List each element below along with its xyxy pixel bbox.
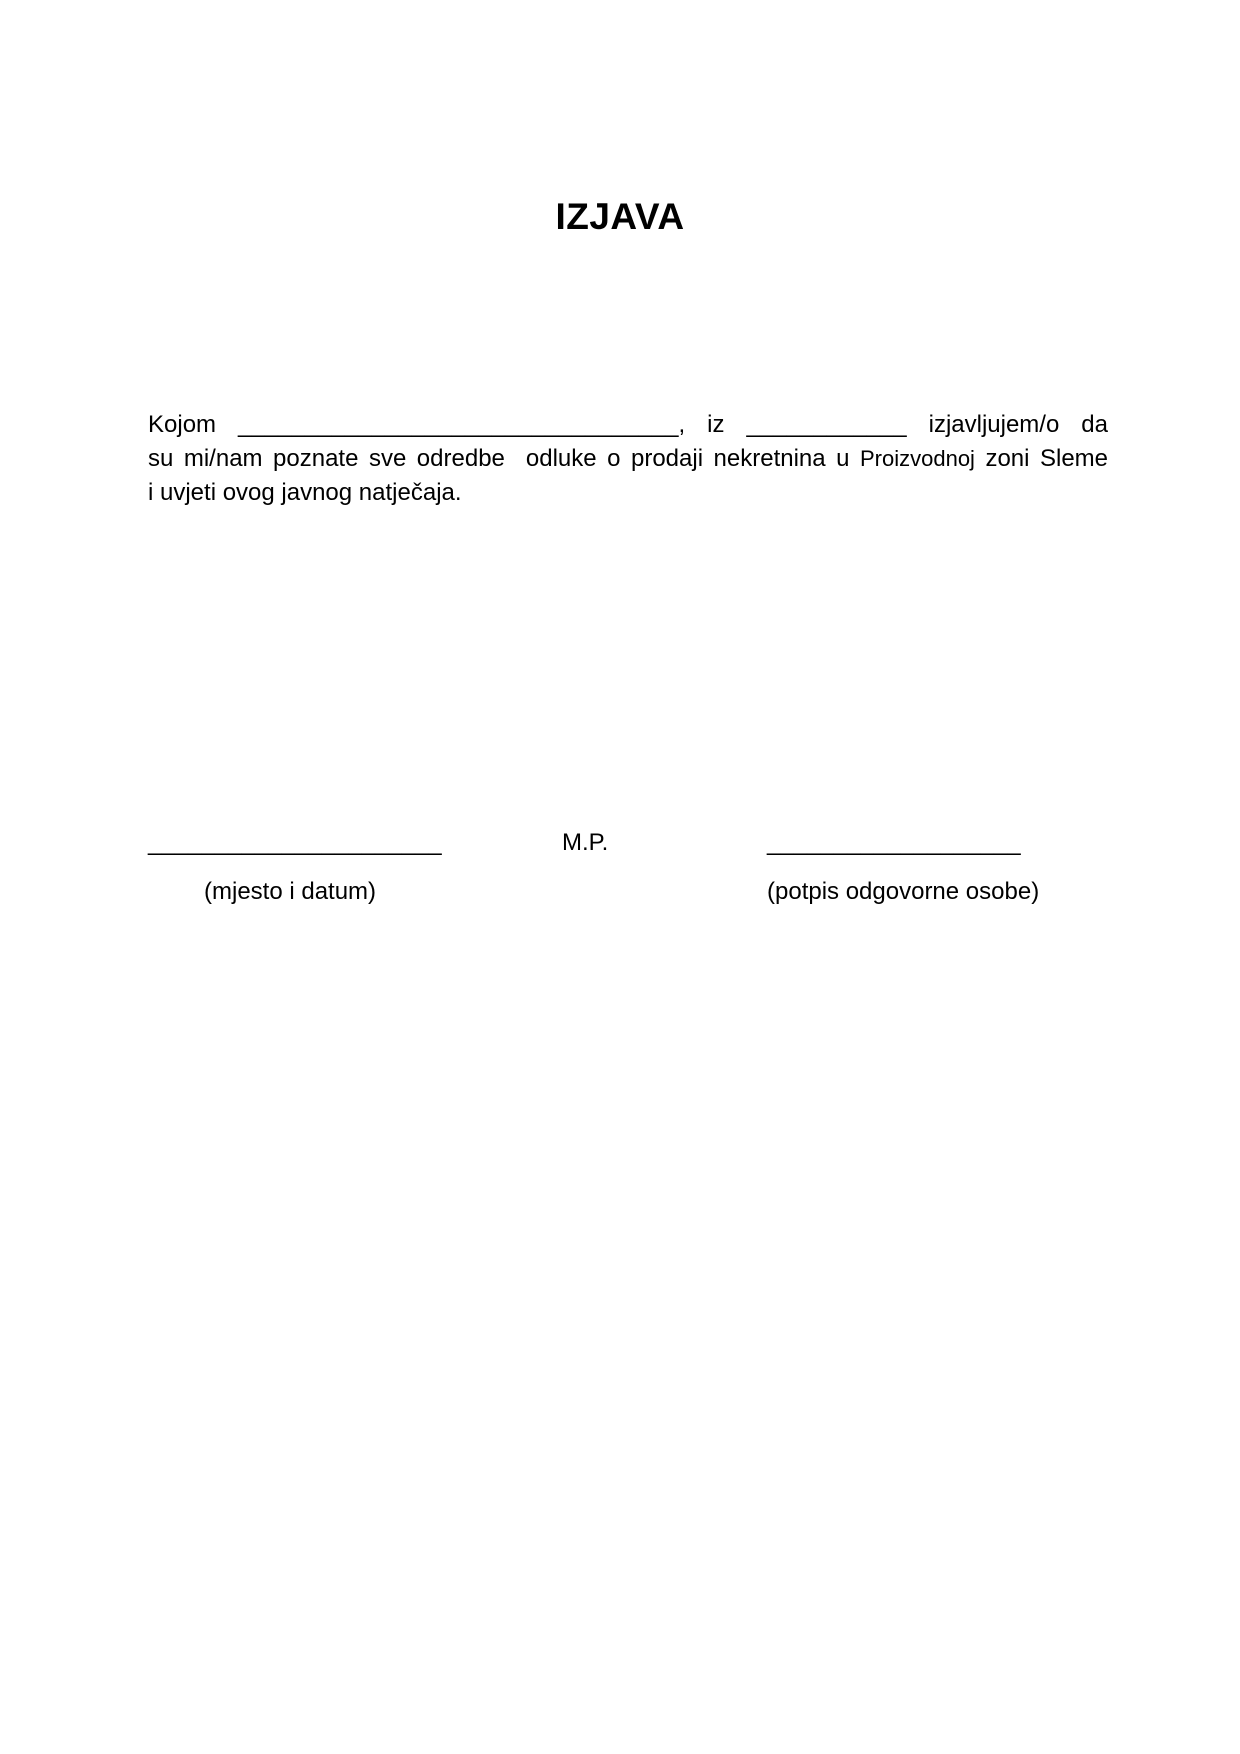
stamp-label: M.P. bbox=[562, 829, 609, 856]
statement-line-2-text-b: Proizvodnoj bbox=[859, 446, 975, 471]
place-date-line: ______________________ bbox=[148, 829, 442, 856]
place-date-caption: (mjesto i datum) bbox=[204, 878, 377, 905]
signature-line: ___________________ bbox=[767, 829, 1021, 856]
statement-line-2-text-a: su mi/nam poznate sve odredbe odluke o prodaji nekretnina u bbox=[148, 445, 860, 472]
document-title: IZJAVA bbox=[555, 196, 685, 237]
statement-line-1: Kojom _________________________________, iz ____________ izjavljujem/o da bbox=[148, 411, 1108, 438]
statement-paragraph bbox=[148, 408, 1108, 510]
statement-line-3: i uvjeti ovog javnog natječaja. bbox=[148, 479, 462, 506]
statement-line-2-text-c: zoni Sleme bbox=[974, 445, 1109, 472]
signature-caption: (potpis odgovorne osobe) bbox=[767, 878, 1040, 905]
statement-line-2 bbox=[148, 442, 1108, 476]
